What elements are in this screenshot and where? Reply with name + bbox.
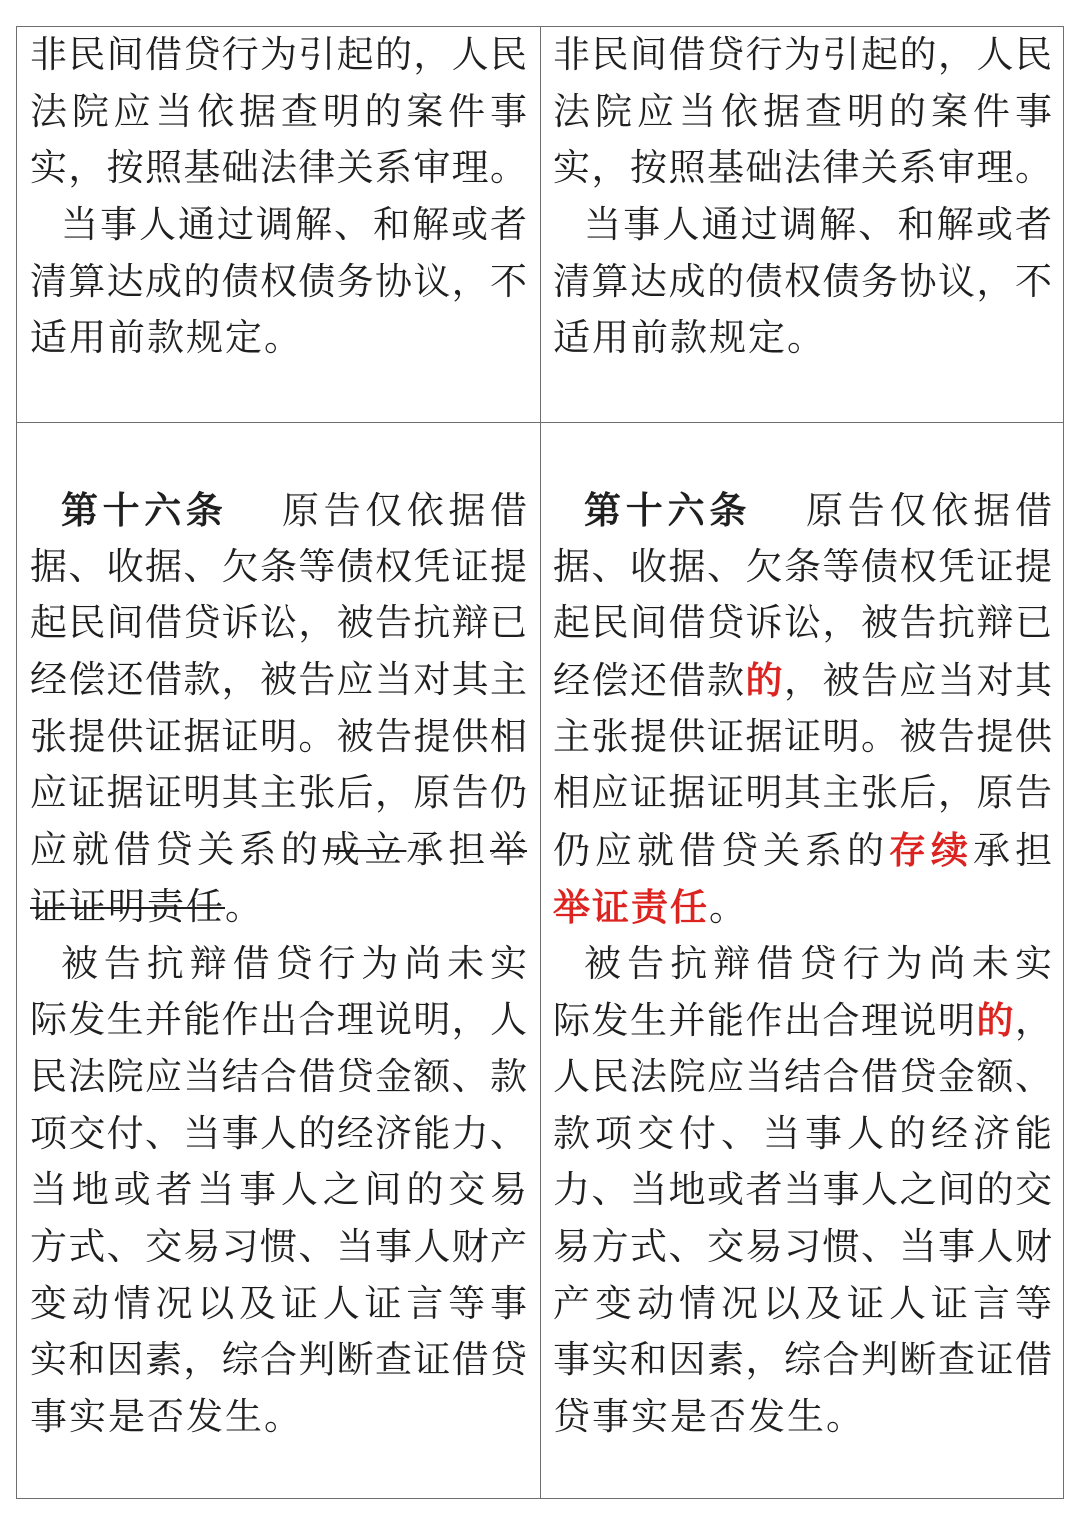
deleted-text: 举 xyxy=(490,828,528,872)
article-number: 第十六条 xyxy=(61,488,228,532)
revised-text-cell-row1 xyxy=(553,27,1052,367)
paragraph xyxy=(30,482,527,936)
text-line: 清算达成的债权债务协议，不 xyxy=(553,259,1052,303)
text-segment: 仍应就借贷关系的 xyxy=(553,829,889,873)
text-line xyxy=(30,879,527,936)
text-line xyxy=(553,822,1052,879)
heading-gap xyxy=(227,522,277,523)
text-line: 变动情况以及证人证言等事 xyxy=(30,1281,527,1325)
text-segment: 原告仅依据借 xyxy=(277,489,528,532)
text-line: 事实是否发生。 xyxy=(30,1395,303,1438)
inserted-text: 存续 xyxy=(889,828,973,873)
text-line: 法院应当依据查明的案件事 xyxy=(30,89,527,133)
text-segment: 。 xyxy=(709,885,748,929)
text-line: 非民间借贷行为引起的，人民 xyxy=(553,33,1052,76)
text-line: 贷事实是否发生。 xyxy=(553,1395,865,1438)
text-line: 适用前款规定。 xyxy=(30,316,303,360)
inserted-text: 举证责任 xyxy=(553,884,709,929)
original-text-cell-row2 xyxy=(30,482,527,1446)
paragraph xyxy=(553,27,1052,197)
text-segment: 应就借贷关系的 xyxy=(30,828,323,872)
text-line: 际发生并能作出合理说明，人 xyxy=(30,998,527,1042)
text-line: 非民间借贷行为引起的，人民 xyxy=(30,33,527,76)
text-line: 力、当地或者当事人之间的交 xyxy=(553,1168,1052,1212)
text-line: 应证据证明其主张后，原告仍 xyxy=(30,771,527,815)
comparison-table xyxy=(16,26,1064,1499)
text-line xyxy=(553,879,1052,936)
deleted-text: 成立 xyxy=(322,828,407,872)
text-line: 当地或者当事人之间的交易 xyxy=(30,1168,527,1212)
inserted-text: 的 xyxy=(976,998,1015,1043)
text-segment: ， xyxy=(1015,999,1052,1043)
text-line: 方式、交易习惯、当事人财产 xyxy=(30,1224,527,1268)
heading-gap xyxy=(751,522,801,523)
text-line: 项交付、当事人的经济能力、 xyxy=(30,1111,527,1155)
paragraph xyxy=(30,197,527,367)
text-line: 实，按照基础法律关系审理。 xyxy=(30,146,527,190)
text-line: 当事人通过调解、和解或者 xyxy=(584,203,1052,247)
text-segment: 承担 xyxy=(406,828,491,872)
text-line xyxy=(553,992,1052,1049)
text-line: 经偿还借款，被告应当对其主 xyxy=(30,658,527,702)
paragraph xyxy=(30,27,527,197)
article-heading-line xyxy=(30,482,527,539)
text-line: 据、收据、欠条等债权凭证提 xyxy=(553,544,1052,588)
text-segment: 经偿还借款 xyxy=(553,659,746,703)
text-line: 实和因素，综合判断查证借贷 xyxy=(30,1338,527,1382)
text-line: 易方式、交易习惯、当事人财 xyxy=(553,1224,1052,1268)
text-line: 清算达成的债权债务协议，不 xyxy=(30,259,527,303)
text-line: 相应证据证明其主张后，原告 xyxy=(553,771,1052,815)
article-number: 第十六条 xyxy=(584,488,752,532)
text-line: 起民间借贷诉讼，被告抗辩已 xyxy=(553,601,1052,645)
deleted-text: 证证明责任 xyxy=(30,884,225,928)
text-line: 被告抗辩借贷行为尚未实 xyxy=(584,941,1052,985)
text-line: 实，按照基础法律关系审理。 xyxy=(553,146,1052,190)
text-line: 适用前款规定。 xyxy=(553,316,826,360)
text-segment: 。 xyxy=(225,884,264,928)
original-text-cell-row1 xyxy=(30,27,527,367)
text-line: 张提供证据证明。被告提供相 xyxy=(30,714,527,758)
text-line: 被告抗辩借贷行为尚未实 xyxy=(61,941,527,985)
text-line xyxy=(30,822,527,879)
text-line: 据、收据、欠条等债权凭证提 xyxy=(30,544,527,588)
text-line: 产变动情况以及证人证言等 xyxy=(553,1281,1052,1325)
paragraph xyxy=(30,936,527,1446)
text-line: 事实和因素，综合判断查证借 xyxy=(553,1338,1052,1382)
text-line: 当事人通过调解、和解或者 xyxy=(61,203,527,247)
row-divider xyxy=(17,422,1063,423)
paragraph xyxy=(553,197,1052,367)
text-line: 款项交付、当事人的经济能 xyxy=(553,1111,1052,1155)
text-line: 法院应当依据查明的案件事 xyxy=(553,89,1052,133)
text-line: 起民间借贷诉讼，被告抗辩已 xyxy=(30,601,527,645)
text-segment: 际发生并能作出合理说明 xyxy=(553,999,977,1043)
column-divider xyxy=(540,27,541,1498)
text-segment: 原告仅依据借 xyxy=(801,489,1053,532)
paragraph xyxy=(553,482,1052,936)
text-line: 民法院应当结合借贷金额、款 xyxy=(30,1054,527,1098)
article-heading-line xyxy=(553,482,1052,539)
text-segment: ，被告应当对其 xyxy=(784,659,1052,703)
text-line: 主张提供证据证明。被告提供 xyxy=(553,714,1052,758)
text-segment: 承担 xyxy=(973,829,1052,873)
paragraph xyxy=(553,936,1052,1446)
text-line xyxy=(553,652,1052,709)
text-line: 人民法院应当结合借贷金额、 xyxy=(553,1054,1052,1098)
revised-text-cell-row2 xyxy=(553,482,1052,1446)
inserted-text: 的 xyxy=(745,658,784,703)
